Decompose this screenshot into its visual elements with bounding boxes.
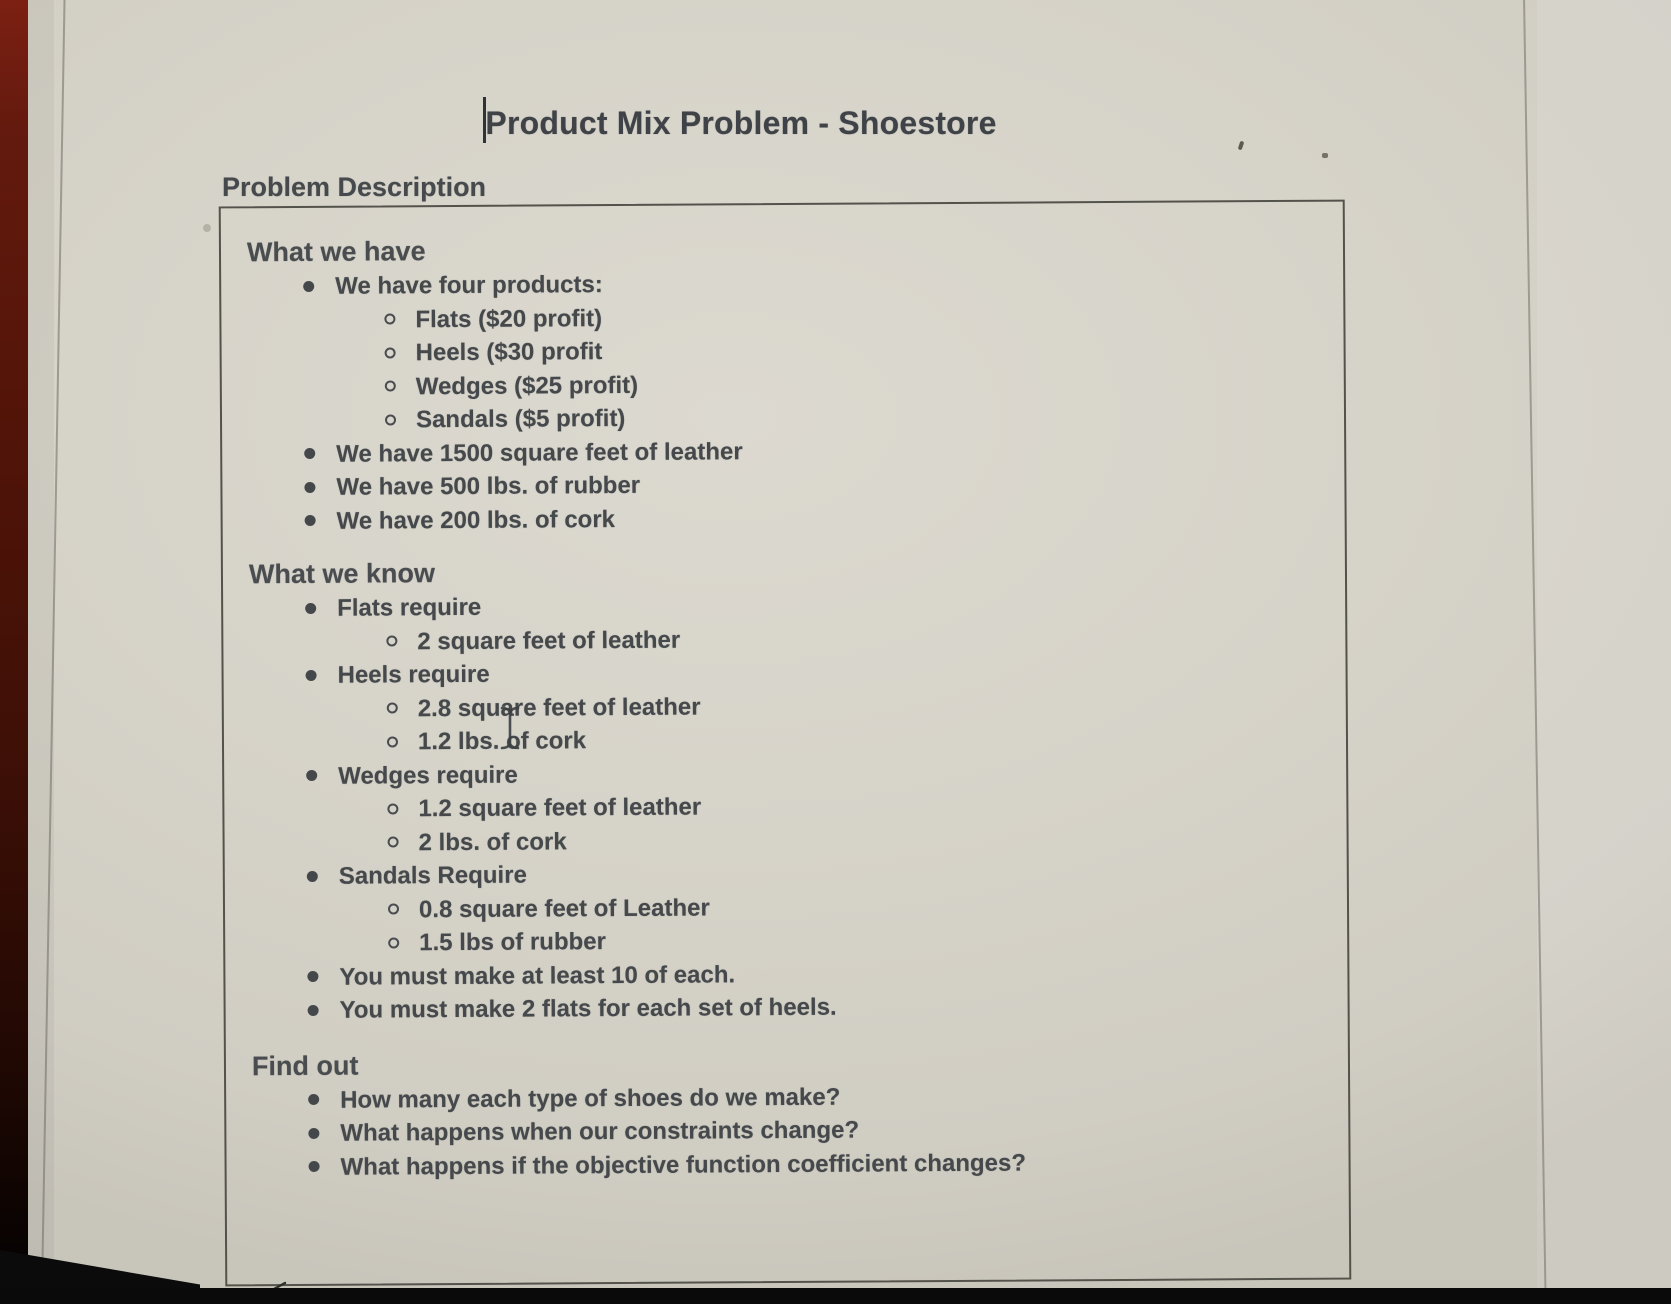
list-item-text: Wedges require	[338, 761, 518, 790]
circle-bullet-icon	[387, 736, 398, 747]
ibeam-text-cursor-icon	[496, 705, 524, 751]
list-item	[252, 988, 1318, 1028]
bullet-icon	[304, 482, 315, 493]
list-item-text: You must make at least 10 of each.	[339, 960, 736, 991]
list-item-text: Flats ($20 profit)	[415, 304, 603, 333]
bullet-icon	[305, 515, 316, 526]
list-item-text: Sandals Require	[338, 861, 527, 890]
list-item-text: You must make 2 flats for each set of heels.	[339, 993, 837, 1024]
bullet-icon	[309, 1161, 320, 1172]
bullet-icon	[306, 670, 317, 681]
list-item-text: We have four products:	[335, 271, 603, 300]
list-item-text: What happens when our constraints change?	[340, 1116, 860, 1147]
bullet-icon	[308, 1128, 319, 1139]
list-item-text: We have 1500 square feet of leather	[336, 437, 743, 468]
list-item-text: Wedges ($25 profit)	[415, 371, 639, 400]
list-item-text: 2.8 square feet of leather	[417, 693, 701, 722]
bullet-icon	[308, 1094, 319, 1105]
bullet-icon	[307, 971, 318, 982]
circle-bullet-icon	[385, 414, 396, 425]
circle-bullet-icon	[388, 904, 399, 915]
problem-description-box	[219, 200, 1352, 1287]
list-item-text: 1.2 lbs. of cork	[417, 727, 587, 756]
list-item-text: Heels require	[337, 660, 490, 689]
list-item-text: 2 square feet of leather	[417, 626, 681, 655]
list-item-text: Sandals ($5 profit)	[415, 404, 626, 434]
list-item-text: 1.5 lbs of rubber	[419, 928, 606, 957]
screen-bottom-edge	[0, 1288, 1671, 1304]
circle-bullet-icon	[385, 347, 396, 358]
circle-bullet-icon	[385, 381, 396, 392]
bullet-icon	[304, 448, 315, 459]
problem-description-heading: Problem Description	[222, 172, 487, 202]
list-item-text: We have 200 lbs. of cork	[336, 505, 616, 535]
list-item-text: 2 lbs. of cork	[418, 827, 567, 856]
dust-speck	[203, 224, 211, 232]
circle-bullet-icon	[384, 314, 395, 325]
bullet-icon	[306, 770, 317, 781]
circle-bullet-icon	[387, 803, 398, 814]
list-item	[252, 1144, 1318, 1184]
circle-bullet-icon	[386, 636, 397, 647]
list-item-text: What happens if the objective function coefficient changes?	[340, 1149, 1027, 1181]
box-section-heading: Find out	[251, 1050, 359, 1081]
circle-bullet-icon	[388, 937, 399, 948]
list-item-text: 0.8 square feet of Leather	[418, 893, 710, 923]
bullet-icon	[305, 603, 316, 614]
dust-speck	[1322, 153, 1328, 158]
list-item-text: 1.2 square feet of leather	[418, 793, 702, 823]
list-item	[249, 498, 1315, 538]
box-section-heading: What we know	[248, 558, 436, 590]
screen-shade-right	[1537, 0, 1671, 1304]
circle-bullet-icon	[387, 703, 398, 714]
document-title-text: Product Mix Problem - Shoestore	[485, 105, 997, 141]
list-item-text: Flats require	[337, 593, 482, 622]
list-item-text: We have 500 lbs. of rubber	[336, 471, 641, 501]
bullet-icon	[308, 1005, 319, 1016]
document-title	[0, 97, 1480, 143]
screen-left-edge-strip	[0, 0, 28, 1270]
bullet-icon	[303, 281, 314, 292]
box-section-heading: What we have	[246, 236, 426, 268]
list-item-text: How many each type of shoes do we make?	[340, 1083, 841, 1114]
bullet-icon	[307, 871, 318, 882]
circle-bullet-icon	[388, 837, 399, 848]
list-item-text: Heels ($30 profit	[415, 338, 603, 367]
